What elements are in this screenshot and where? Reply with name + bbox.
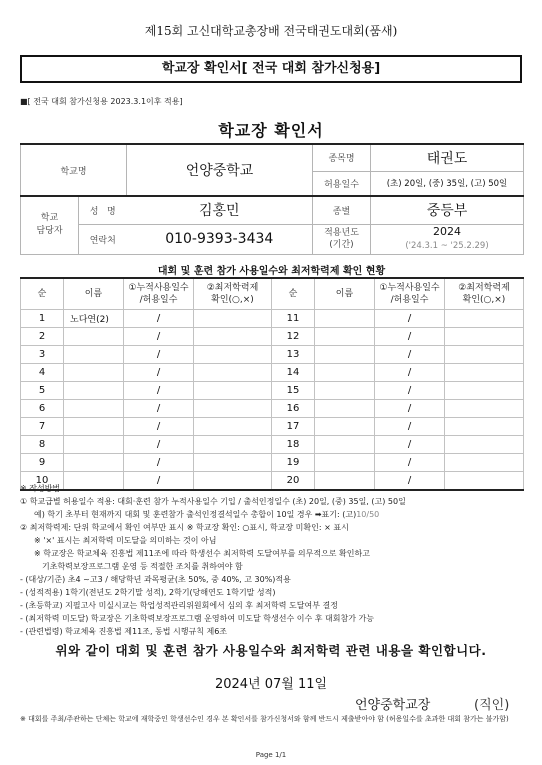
period-label — [313, 224, 371, 254]
col-header-check: ②최저학력제 확인(○,×) — [194, 278, 272, 310]
table-row — [21, 436, 524, 454]
row-number: 6 — [21, 400, 64, 418]
row-number: 20 — [272, 472, 315, 491]
days-used: / — [124, 364, 194, 382]
participant-name — [64, 364, 124, 382]
min-academic-check — [194, 454, 272, 472]
participant-name — [315, 346, 375, 364]
confirmation-text: 위와 같이 대회 및 훈련 참가 사용일수와 최저학력 관련 내용을 확인합니다. — [55, 643, 487, 658]
table-row — [21, 364, 524, 382]
instruction-line: - (관련법령) 학교체육 진흥법 제11조, 동법 시행규칙 제6조 — [20, 627, 228, 636]
min-academic-check — [445, 310, 524, 328]
days-used: / — [124, 436, 194, 454]
participant-name — [64, 346, 124, 364]
period-label-line1: 적용년도 — [324, 228, 359, 238]
page-number: Page 1/1 — [255, 751, 287, 759]
table-row — [21, 310, 524, 328]
col-header-no: 순 — [272, 278, 315, 310]
days-used: / — [124, 472, 194, 491]
min-academic-check — [194, 400, 272, 418]
participant-table — [20, 277, 524, 491]
form-title-box: 학교장 확인서[ 전국 대회 참가신청용] — [20, 55, 522, 83]
name-label: 성 명 — [79, 196, 127, 224]
table-header-row — [21, 278, 524, 310]
participant-name — [64, 436, 124, 454]
instruction-line: ② 최저학력제: 단위 학교에서 확인 여부만 표시 ※ 학교장 확인: ○표시, 학교장 미확인: × 표시 — [20, 523, 349, 532]
period-range: ('24.3.1 ~ '25.2.29) — [405, 241, 489, 251]
days-used: / — [375, 364, 445, 382]
days-used: / — [375, 310, 445, 328]
instruction-line: 기초학력보장프로그램 운영 등 적절한 조치를 취하여야 함 — [42, 562, 243, 571]
row-number: 1 — [21, 310, 64, 328]
days-used: / — [124, 328, 194, 346]
participant-name: 노다연(2) — [64, 310, 124, 328]
table-row — [21, 382, 524, 400]
info-table — [20, 143, 524, 255]
row-number: 19 — [272, 454, 315, 472]
days-used: / — [375, 328, 445, 346]
participant-name — [64, 382, 124, 400]
row-number: 13 — [272, 346, 315, 364]
min-academic-check — [445, 454, 524, 472]
manager-label-line1: 학교 — [40, 213, 59, 224]
example-value: 10/50 — [356, 510, 380, 519]
days-used: / — [375, 436, 445, 454]
event-value: 태권도 — [371, 144, 524, 171]
footnote: ※ 대회를 주최/주관하는 단체는 학교에 재학중인 학생선수인 경우 본 확인서를 참가신청서와 함께 반드시 제출받아야 함 (허용일수를 초과한 대회 참가는 불가함) — [20, 715, 509, 723]
col-header-days: ①누적사용일수 /허용일수 — [375, 278, 445, 310]
row-number: 16 — [272, 400, 315, 418]
period-value — [371, 224, 524, 254]
days-used: / — [124, 346, 194, 364]
participant-name — [315, 364, 375, 382]
row-number: 7 — [21, 418, 64, 436]
row-number: 17 — [272, 418, 315, 436]
min-academic-check — [194, 346, 272, 364]
table-row — [21, 454, 524, 472]
row-number: 8 — [21, 436, 64, 454]
min-academic-check — [445, 328, 524, 346]
table-row — [21, 328, 524, 346]
contact-value: 010-9393-3434 — [127, 224, 313, 254]
instruction-line: - (대상/기준) 초4 ~고3 / 해당학년 과목평균(초 50%, 중 40%, 고 30%)적용 — [20, 575, 291, 584]
period-label-line2: (기간) — [329, 240, 354, 250]
min-academic-check — [445, 364, 524, 382]
row-number: 2 — [21, 328, 64, 346]
category-label: 종별 — [313, 196, 371, 224]
usage-note: ■[ 전국 대회 참가신청용 2023.3.1이후 적용] — [20, 97, 183, 106]
document-heading: 학교장 확인서 — [218, 121, 324, 140]
participant-name — [315, 418, 375, 436]
min-academic-check — [194, 436, 272, 454]
days-used: / — [124, 400, 194, 418]
participant-name — [64, 418, 124, 436]
min-academic-check — [194, 310, 272, 328]
days-used: / — [124, 454, 194, 472]
instructions-heading: ※ 작성방법 — [20, 484, 61, 493]
instructions — [20, 482, 530, 638]
min-academic-check — [445, 346, 524, 364]
row-number: 18 — [272, 436, 315, 454]
participant-name — [64, 454, 124, 472]
allowed-days-label: 허용일수 — [313, 171, 371, 196]
days-used: / — [375, 472, 445, 491]
days-used: / — [375, 418, 445, 436]
row-number: 14 — [272, 364, 315, 382]
allowed-days-value: (초) 20일, (중) 35일, (고) 50일 — [371, 171, 524, 196]
table-row — [21, 346, 524, 364]
event-label: 종목명 — [313, 144, 371, 171]
status-heading: 대회 및 훈련 참가 사용일수와 최저학력제 확인 현황 — [157, 266, 386, 277]
participant-name — [315, 400, 375, 418]
school-name: 언양중학교 — [127, 144, 313, 196]
min-academic-check — [194, 328, 272, 346]
row-number: 10 — [21, 472, 64, 491]
instruction-line: ① 학교급별 허용일수 적용: 대회·훈련 참가 누적사용일수 기입 / 출석인정일수 (초) 20일, (중) 35일, (고) 50일 — [20, 497, 406, 506]
category-value: 중등부 — [371, 196, 524, 224]
col-header-check: ②최저학력제 확인(○,×) — [445, 278, 524, 310]
participant-name — [64, 400, 124, 418]
row-number: 12 — [272, 328, 315, 346]
days-used: / — [124, 418, 194, 436]
col-header-days: ①누적사용일수 /허용일수 — [124, 278, 194, 310]
instruction-line: ※ 학교장은 학교체육 진흥법 제11조에 따라 학생선수 최저학력 도달여부를 의무적으로 확인하고 — [34, 549, 370, 558]
period-year: 2024 — [433, 225, 461, 238]
table-row — [21, 400, 524, 418]
days-used: / — [375, 400, 445, 418]
col-header-name: 이름 — [64, 278, 124, 310]
min-academic-check — [445, 400, 524, 418]
event-title: 제15회 고신대학교총장배 전국태권도대회(품새) — [144, 24, 398, 38]
participant-name — [315, 328, 375, 346]
days-used: / — [124, 382, 194, 400]
instruction-line: - (최저학력 미도달) 학교장은 기초학력보장프로그램 운영하여 미도달 학생선수 이수 후 대회참가 가능 — [20, 614, 374, 623]
days-used: / — [375, 346, 445, 364]
manager-label-line2: 담당자 — [36, 226, 63, 237]
contact-label: 연락처 — [79, 224, 127, 254]
participant-name — [315, 436, 375, 454]
manager-label — [21, 196, 79, 254]
instruction-line: 예) 학기 초부터 현재까지 대회 및 훈련참가 출석인정결석일수 총합이 10일 경우 ➡표기: (고)10/50 — [34, 510, 380, 519]
row-number: 4 — [21, 364, 64, 382]
days-used: / — [124, 310, 194, 328]
col-header-name: 이름 — [315, 278, 375, 310]
participant-name — [315, 310, 375, 328]
principal-signature: 언양중학교장 — [355, 698, 431, 713]
school-label: 학교명 — [21, 144, 127, 196]
name-value: 김홍민 — [127, 196, 313, 224]
issue-date: 2024년 07월 11일 — [214, 677, 328, 692]
table-row — [21, 418, 524, 436]
row-number: 9 — [21, 454, 64, 472]
min-academic-check — [445, 382, 524, 400]
days-used: / — [375, 382, 445, 400]
row-number: 5 — [21, 382, 64, 400]
min-academic-check — [194, 364, 272, 382]
row-number: 11 — [272, 310, 315, 328]
row-number: 3 — [21, 346, 64, 364]
min-academic-check — [445, 418, 524, 436]
participant-name — [315, 382, 375, 400]
participant-name — [64, 328, 124, 346]
col-header-no: 순 — [21, 278, 64, 310]
instruction-line: - (성적적용) 1학기(전년도 2학기말 성적), 2학기(당해연도 1학기말 성적) — [20, 588, 276, 597]
instruction-line: ※ '×' 표시는 최저학력 미도달을 의미하는 것이 아님 — [34, 536, 217, 545]
official-seal: (직인) — [474, 698, 510, 713]
min-academic-check — [194, 418, 272, 436]
min-academic-check — [194, 382, 272, 400]
instruction-line: - (초등학교) 지필고사 미실시교는 학업성적관리위원회에서 심의 후 최저학력 도달여부 결정 — [20, 601, 338, 610]
participant-name — [315, 454, 375, 472]
min-academic-check — [445, 436, 524, 454]
days-used: / — [375, 454, 445, 472]
row-number: 15 — [272, 382, 315, 400]
